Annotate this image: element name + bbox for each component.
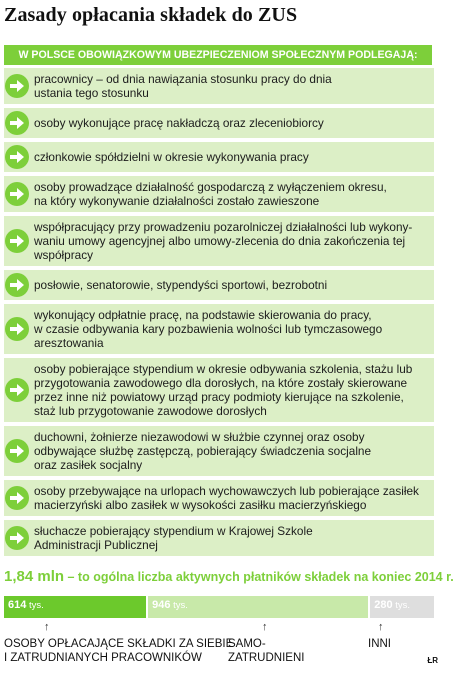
list-item bbox=[4, 358, 434, 422]
list-item-line: na który wykonywanie działalności zostało zawieszone bbox=[34, 194, 320, 208]
bar-segment bbox=[370, 596, 434, 618]
bar-caption bbox=[228, 637, 304, 665]
list-item-line: duchowni, żołnierze niezawodowi w służbie czynnej oraz osoby bbox=[34, 430, 365, 444]
summary-line bbox=[4, 568, 454, 585]
bar-pointer-icon: ↑ bbox=[378, 621, 384, 633]
list-item-line: osoby wykonujące pracę nakładczą oraz zleceniobiorcy bbox=[34, 116, 324, 130]
list-item bbox=[4, 520, 434, 556]
list-item-line: przez inne niż powiatowy urząd pracy podmioty kierujące na szkolenie, bbox=[34, 390, 404, 404]
list-item-line: osoby prowadzące działalność gospodarczą z wyłączeniem okresu, bbox=[34, 180, 387, 194]
list-item bbox=[4, 304, 434, 354]
bar-caption-line: I ZATRUDNIANYCH PRACOWNIKÓW bbox=[4, 652, 202, 664]
bar-pointer-icon: ↑ bbox=[44, 621, 50, 633]
bar-value-label bbox=[152, 599, 188, 611]
arrow-right-icon bbox=[4, 272, 30, 298]
list-item-line: pracownicy – od dnia nawiązania stosunku pracy do dnia bbox=[34, 72, 332, 86]
list-item-line: oraz zasiłek socjalny bbox=[34, 458, 143, 472]
list-item bbox=[4, 270, 434, 300]
bar-value: 614 bbox=[8, 599, 27, 611]
list-item-line: staż lub przygotowanie zawodowe dorosłych bbox=[34, 404, 267, 418]
list-item-line: waniu umowy agencyjnej albo umowy-zlecenia do dnia zakończenia tej bbox=[34, 234, 406, 248]
list-item bbox=[4, 176, 434, 212]
arrow-right-icon bbox=[4, 181, 30, 207]
list-item-line: współpracujący przy prowadzeniu pozarolniczej działalności lub wykony- bbox=[34, 220, 413, 234]
list-item-text bbox=[34, 146, 315, 168]
section-banner: W POLSCE OBOWIĄZKOWYM UBEZPIECZENIOM SPOŁECZNYM PODLEGAJĄ: bbox=[4, 45, 432, 65]
bar-pointer-icon: ↑ bbox=[262, 621, 268, 633]
list-item-line: w czasie odbywania kary pozbawienia wolności lub tymczasowego bbox=[34, 322, 383, 336]
bar-segment bbox=[4, 596, 146, 618]
bar-caption-line: INNI bbox=[368, 638, 391, 650]
list-item-text bbox=[34, 176, 393, 212]
list-item-text bbox=[34, 520, 319, 556]
bar-unit: tys. bbox=[26, 600, 44, 611]
bar-caption-line: SAMO- bbox=[228, 638, 266, 650]
arrow-right-icon bbox=[4, 144, 30, 170]
list-item-text bbox=[34, 480, 425, 516]
list-item-line: posłowie, senatorowie, stypendyści sportowi, bezrobotni bbox=[34, 278, 328, 292]
list-item-text bbox=[34, 426, 377, 476]
list-item bbox=[4, 426, 434, 476]
arrow-right-icon bbox=[4, 73, 30, 99]
list-item-line: ustania tego stosunku bbox=[34, 86, 149, 100]
obligation-list bbox=[4, 68, 434, 560]
arrow-right-icon bbox=[4, 110, 30, 136]
arrow-right-icon bbox=[4, 438, 30, 464]
list-item bbox=[4, 216, 434, 266]
bar-unit: tys. bbox=[392, 600, 411, 611]
list-item-text bbox=[34, 274, 333, 296]
summary-text: – to ogólna liczba aktywnych płatników składek na koniec 2014 r. bbox=[64, 570, 454, 584]
bar-caption-line: OSOBY OPŁACAJĄCE SKŁADKI ZA SIEBIE bbox=[4, 638, 234, 650]
list-item bbox=[4, 108, 434, 138]
list-item-line: wykonujący odpłatnie pracę, na podstawie skierowania do pracy, bbox=[34, 308, 372, 322]
list-item-line: osoby przebywające na urlopach wychowawczych lub pobierające zasiłek bbox=[34, 484, 419, 498]
arrow-right-icon bbox=[4, 525, 30, 551]
summary-value: 1,84 mln bbox=[4, 568, 65, 585]
list-item-text bbox=[34, 216, 418, 266]
list-item-line: aresztowania bbox=[34, 336, 104, 350]
bar-value: 280 bbox=[374, 599, 393, 611]
list-item-line: współpracy bbox=[34, 248, 94, 262]
list-item-text bbox=[34, 68, 338, 104]
list-item bbox=[4, 142, 434, 172]
source-logo: ŁR bbox=[427, 656, 438, 665]
list-item-text bbox=[34, 304, 388, 354]
list-item-text bbox=[34, 112, 330, 134]
bar-caption bbox=[4, 637, 233, 665]
list-item-line: Administracji Publicznej bbox=[34, 538, 158, 552]
list-item-line: osoby pobierające stypendium w okresie odbywania szkolenia, stażu lub bbox=[34, 362, 413, 376]
arrow-right-icon bbox=[4, 377, 30, 403]
arrow-right-icon bbox=[4, 228, 30, 254]
arrow-right-icon bbox=[4, 485, 30, 511]
list-item-line: słuchacze pobierający stypendium w Krajowej Szkole bbox=[34, 524, 313, 538]
bar-value-label bbox=[374, 599, 410, 611]
list-item-line: odbywające służbę zastępczą, pobierający świadczenia socjalne bbox=[34, 444, 372, 458]
bar-segment bbox=[148, 596, 368, 618]
page-title: Zasady opłacania składek do ZUS bbox=[4, 4, 298, 26]
list-item bbox=[4, 68, 434, 104]
list-item-line: macierzyński albo zasiłek w wysokości zasiłku macierzyńskiego bbox=[34, 498, 367, 512]
bar-caption-line: ZATRUDNIENI bbox=[228, 652, 305, 664]
bar-value-label bbox=[8, 599, 44, 611]
list-item-line: przygotowania zawodowego dla dorosłych, na które zostały skierowane bbox=[34, 376, 408, 390]
bar-unit: tys. bbox=[170, 600, 188, 611]
bar-value: 946 bbox=[152, 599, 171, 611]
arrow-right-icon bbox=[4, 316, 30, 342]
list-item-line: członkowie spółdzielni w okresie wykonywania pracy bbox=[34, 150, 309, 164]
list-item bbox=[4, 480, 434, 516]
bar-caption bbox=[368, 637, 391, 651]
list-item-text bbox=[34, 358, 418, 422]
